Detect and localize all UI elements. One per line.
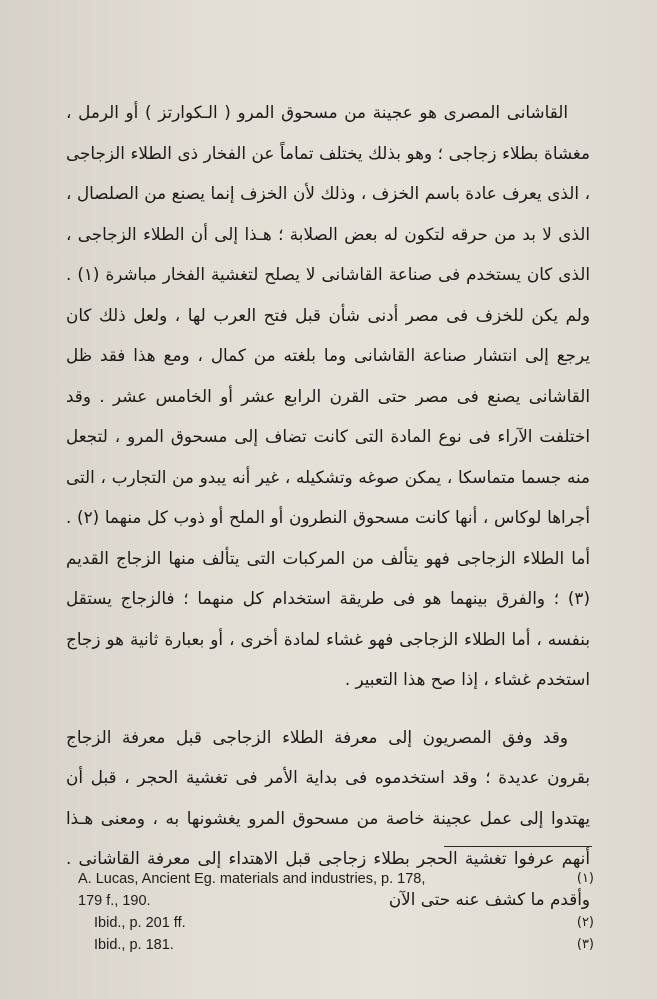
footnote-separator	[444, 846, 592, 847]
footnote-1-text: A. Lucas, Ancient Eg. materials and industries, p. 178,	[78, 871, 426, 887]
footnote-1-number: (١)	[576, 871, 594, 886]
footnote-1-continuation	[78, 890, 594, 912]
footnote-1-text-line2: 179 f., 190.	[78, 893, 151, 909]
footnotes	[78, 868, 594, 956]
main-text	[66, 92, 590, 919]
paragraph-1: القاشانى المصرى هو عجينة من مسحوق المرو ( الـكوارتز ) أو الرمل ، مغشاة بطلاء زجاجى ؛ وهو بذلك يختلف تماماً عن الفخار ذى الطلاء الزجاجى ، الذى يعرف عادة باسم الخزف ، وذلك لأن الخزف إنما يصنع من الصلصال ، الذى لا بد من حرقه لتكون له بعض الصلابة ؛ هـذا إلى أن الطلاء الزجاجى ، الذى كان يستخدم فى صناعة القاشانى لا يصلح لتغشية الفخار مباشرة (١) . ولم يكن للخزف فى مصر أدنى شأن قبل فتح العرب لها ، ولعل ذلك كان يرجع إلى انتشار صناعة القاشانى وما بلغته من كمال ، ومع هذا فقد ظل القاشانى يصنع فى مصر حتى القرن الرابع عشر أو الخامس عشر . وقد اختلفت الآراء فى نوع المادة التى كانت تضاف إلى مسحوق المرو ، لتجعل منه جسما متماسكا ، يمكن صوغه وتشكيله ، غير أنه يبدو من التجارب ، التى أجراها لوكاس ، أنها كانت مسحوق النطرون أو الملح أو ذوب كل منهما (٢) . أما الطلاء الزجاجى فهو يتألف من المركبات التى يتألف منها الزجاج القديم (٣) ؛ والفرق بينهما هو فى طريقة استخدام كل منهما ؛ فالزجاج يستقل بنفسه ، أما الطلاء الزجاجى فهو غشاء لمادة أخرى ، أو بعبارة ثانية هو زجاج استخدم غشاء ، إذا صح هذا التعبير .	[66, 102, 591, 689]
footnote-3	[78, 934, 594, 956]
footnote-2-text: Ibid., p. 201 ff.	[94, 915, 186, 931]
footnote-3-text: Ibid., p. 181.	[94, 937, 174, 953]
paragraph-2: وقد وفق المصريون إلى معرفة الطلاء الزجاجى قبل معرفة الزجاج بقرون عديدة ؛ وقد استخدموه فى بداية الأمر فى تغشية الحجر ، قبل أن يهتدوا إلى عمل عجينة خاصة من مسحوق المرو يغشونها به ، ومعنى هـذا أنهم عرفوا تغشية الحجر بطلاء زجاجى قبل الاهتداء إلى معرفة القاشانى . وأقدم ما كشف عنه حتى الآن	[66, 726, 590, 909]
footnote-3-number: (٣)	[576, 937, 594, 952]
footnote-2-number: (٢)	[576, 915, 594, 930]
footnote-2	[78, 912, 594, 934]
footnote-1	[78, 868, 594, 890]
